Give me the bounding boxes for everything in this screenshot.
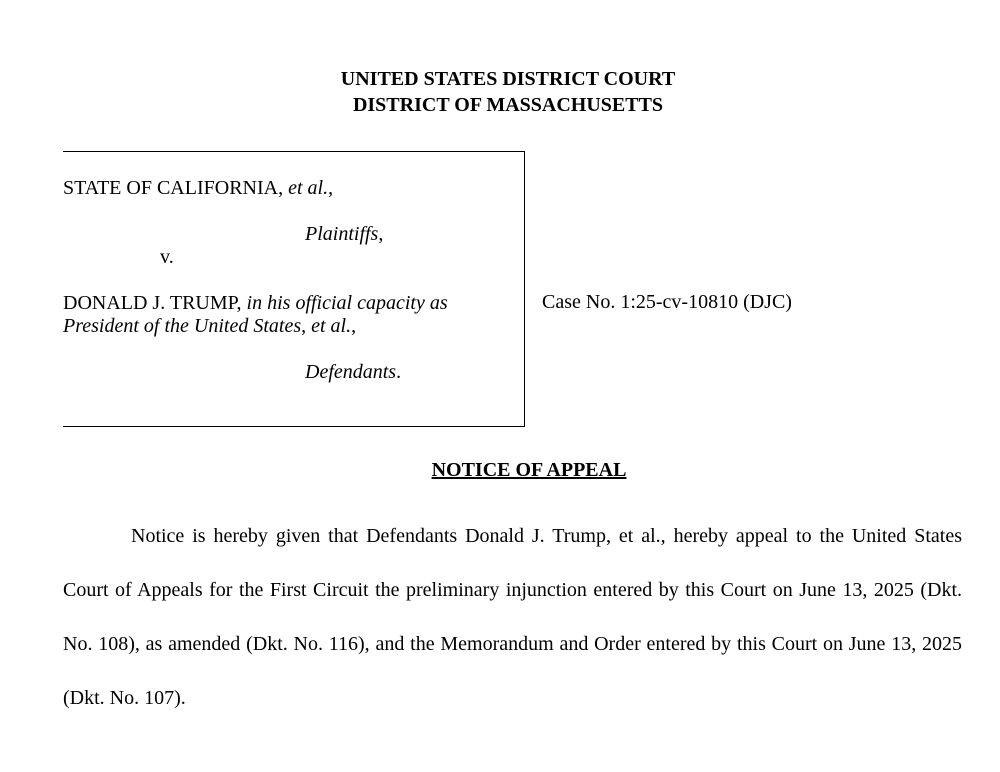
- defendants-label: Defendants.: [305, 361, 402, 383]
- defendant-etal: et al.: [311, 315, 352, 337]
- notice-body: Notice is hereby given that Defendants Donald J. Trump, et al., hereby appeal to the United States Court of Appeals for the First Circuit the preliminary injunction entered by this Court on June 13, 2025 (Dkt. No. 108), as amended (Dkt. No. 116), and the Memorandum and Order entered by this Court on June 13, 2025 (Dkt. No. 107).: [63, 525, 962, 709]
- defendant-capacity: in his official capacity as: [246, 292, 448, 314]
- document-title: NOTICE OF APPEAL: [431, 459, 627, 481]
- court-district: DISTRICT OF MASSACHUSETTS: [352, 94, 664, 116]
- defendant-name: DONALD J. TRUMP, in his official capacity as: [63, 292, 448, 314]
- defendant-capacity-continued: President of the United States, et al.,: [63, 315, 357, 337]
- versus: v.: [160, 246, 174, 268]
- court-header: [0, 66, 1000, 118]
- case-caption-box: [63, 151, 525, 427]
- case-number: Case No. 1:25-cv-10810 (DJC): [542, 291, 792, 313]
- plaintiff-etal: et al.: [288, 177, 329, 199]
- plaintiff-name: STATE OF CALIFORNIA, et al.,: [63, 177, 334, 199]
- plaintiffs-label: Plaintiffs,: [305, 223, 384, 245]
- court-name: UNITED STATES DISTRICT COURT: [340, 68, 676, 90]
